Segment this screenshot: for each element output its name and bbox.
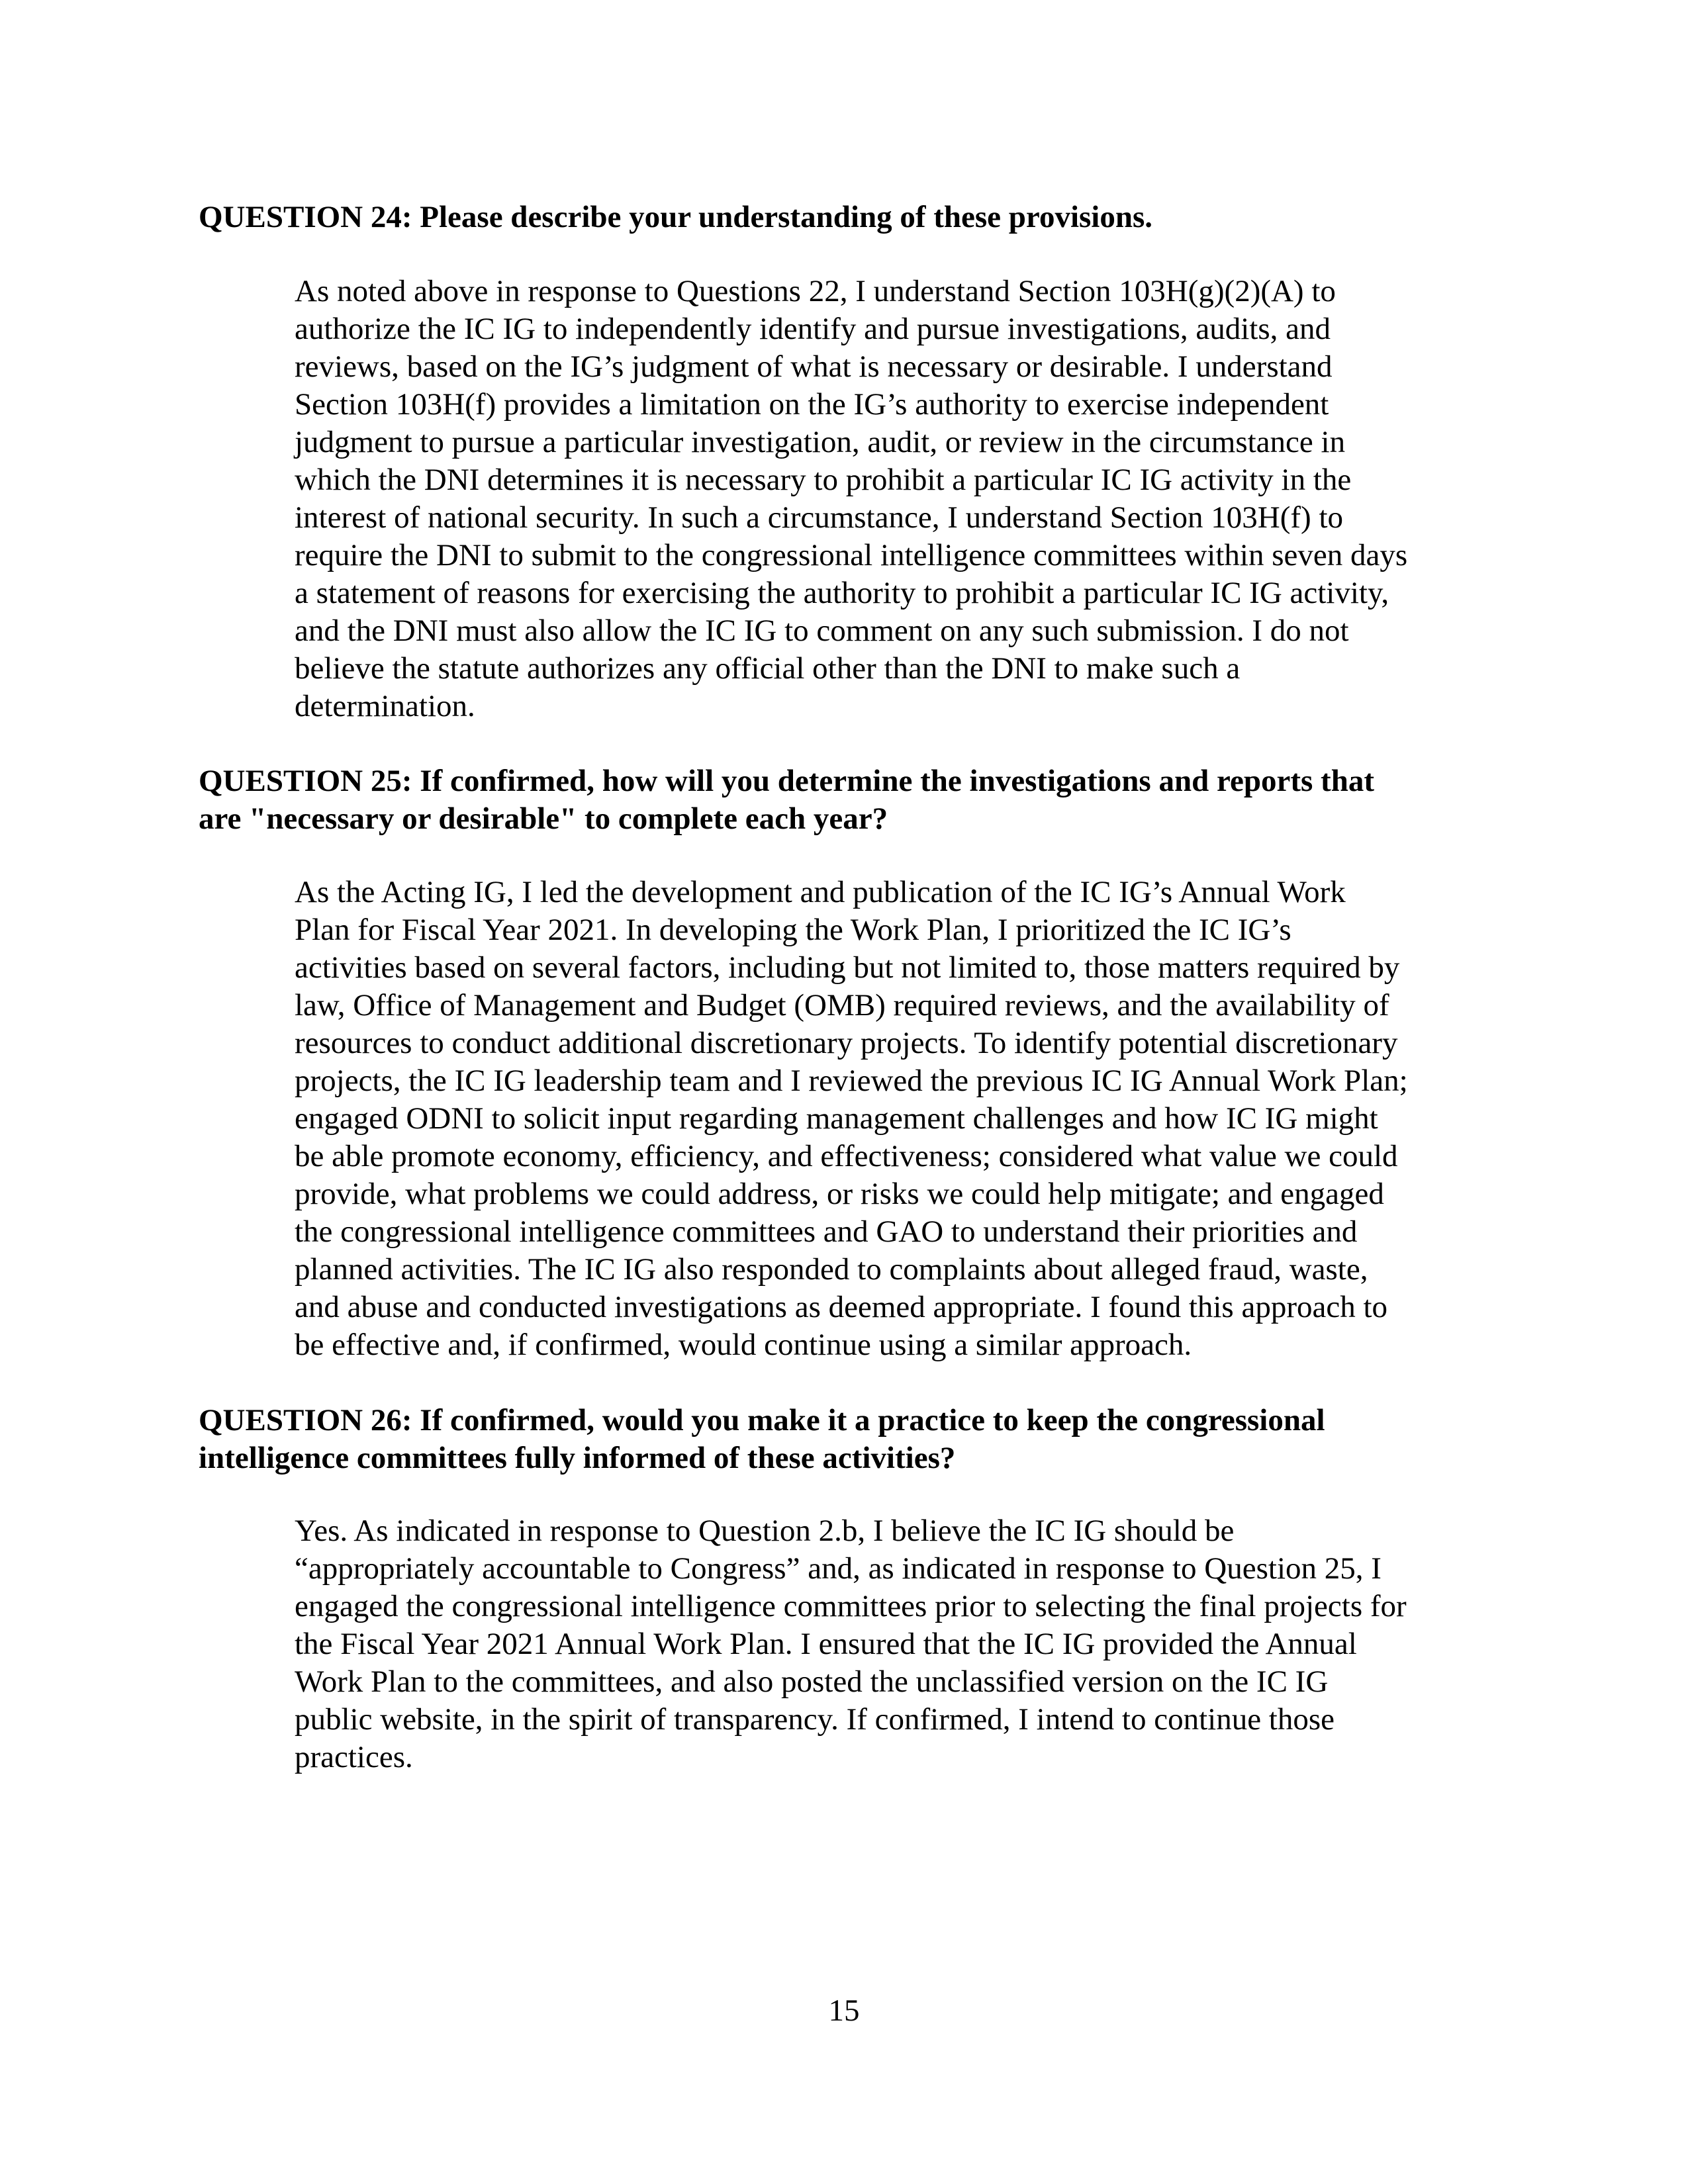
answer-line: Plan for Fiscal Year 2021. In developing the Work Plan, I prioritized the IC IG’s xyxy=(295,913,1291,947)
answer-line: “appropriately accountable to Congress” and, as indicated in response to Question 25, I xyxy=(295,1551,1382,1586)
answer-line: require the DNI to submit to the congressional intelligence committees within seven days xyxy=(295,538,1408,572)
answer-line: and abuse and conducted investigations as deemed appropriate. I found this approach to xyxy=(295,1290,1388,1324)
answer-line: interest of national security. In such a circumstance, I understand Section 103H(f) to xyxy=(295,500,1344,535)
answer-line: As noted above in response to Questions 22, I understand Section 103H(g)(2)(A) to xyxy=(295,274,1336,308)
answer-line: which the DNI determines it is necessary to prohibit a particular IC IG activity in the xyxy=(295,463,1352,497)
answer-26-paragraph xyxy=(295,1512,1486,1776)
answer-line: judgment to pursue a particular investigation, audit, or review in the circumstance in xyxy=(295,425,1346,459)
question-line: are "necessary or desirable" to complete each year? xyxy=(199,801,888,836)
answer-line: practices. xyxy=(295,1740,413,1774)
answer-line: law, Office of Management and Budget (OMB) required reviews, and the availability of xyxy=(295,988,1389,1023)
answer-line: resources to conduct additional discretionary projects. To identify potential discretionary xyxy=(295,1026,1398,1060)
answer-line: and the DNI must also allow the IC IG to comment on any such submission. I do not xyxy=(295,614,1349,648)
question-26-heading xyxy=(199,1402,1496,1477)
question-24-heading xyxy=(199,199,1496,236)
answer-line: a statement of reasons for exercising the authority to prohibit a particular IC IG activity, xyxy=(295,576,1389,610)
answer-line: Section 103H(f) provides a limitation on the IG’s authority to exercise independent xyxy=(295,387,1329,422)
answer-line: believe the statute authorizes any official other than the DNI to make such a xyxy=(295,651,1241,686)
question-line: QUESTION 25: If confirmed, how will you determine the investigations and reports that xyxy=(199,764,1374,798)
answer-line: projects, the IC IG leadership team and I reviewed the previous IC IG Annual Work Plan; xyxy=(295,1064,1408,1098)
page-number: 15 xyxy=(828,1993,860,2028)
answer-line: activities based on several factors, including but not limited to, those matters required by xyxy=(295,950,1400,985)
answer-25-paragraph xyxy=(295,874,1486,1364)
question-25-heading xyxy=(199,762,1496,838)
answer-line: planned activities. The IC IG also responded to complaints about alleged fraud, waste, xyxy=(295,1252,1368,1287)
answer-line: determination. xyxy=(295,689,475,723)
answer-line: be able promote economy, efficiency, and effectiveness; considered what value we could xyxy=(295,1139,1398,1173)
answer-24-paragraph xyxy=(295,273,1486,725)
question-line: QUESTION 26: If confirmed, would you make it a practice to keep the congressional xyxy=(199,1403,1325,1437)
answer-line: Yes. As indicated in response to Question 2.b, I believe the IC IG should be xyxy=(295,1514,1235,1548)
answer-line: engaged the congressional intelligence committees prior to selecting the final projects for xyxy=(295,1589,1407,1623)
answer-line: the congressional intelligence committees and GAO to understand their priorities and xyxy=(295,1214,1358,1249)
answer-line: reviews, based on the IG’s judgment of what is necessary or desirable. I understand xyxy=(295,349,1333,384)
answer-line: provide, what problems we could address, or risks we could help mitigate; and engaged xyxy=(295,1177,1384,1211)
question-line: intelligence committees fully informed of these activities? xyxy=(199,1441,956,1475)
answer-line: public website, in the spirit of transparency. If confirmed, I intend to continue those xyxy=(295,1702,1335,1737)
question-line: QUESTION 24: Please describe your understanding of these provisions. xyxy=(199,200,1153,234)
answer-line: engaged ODNI to solicit input regarding management challenges and how IC IG might xyxy=(295,1101,1378,1136)
answer-line: As the Acting IG, I led the development and publication of the IC IG’s Annual Work xyxy=(295,875,1346,909)
answer-line: authorize the IC IG to independently identify and pursue investigations, audits, and xyxy=(295,312,1331,346)
answer-line: be effective and, if confirmed, would continue using a similar approach. xyxy=(295,1328,1192,1362)
answer-line: the Fiscal Year 2021 Annual Work Plan. I ensured that the IC IG provided the Annual xyxy=(295,1627,1357,1661)
answer-line: Work Plan to the committees, and also posted the unclassified version on the IC IG xyxy=(295,1664,1329,1699)
